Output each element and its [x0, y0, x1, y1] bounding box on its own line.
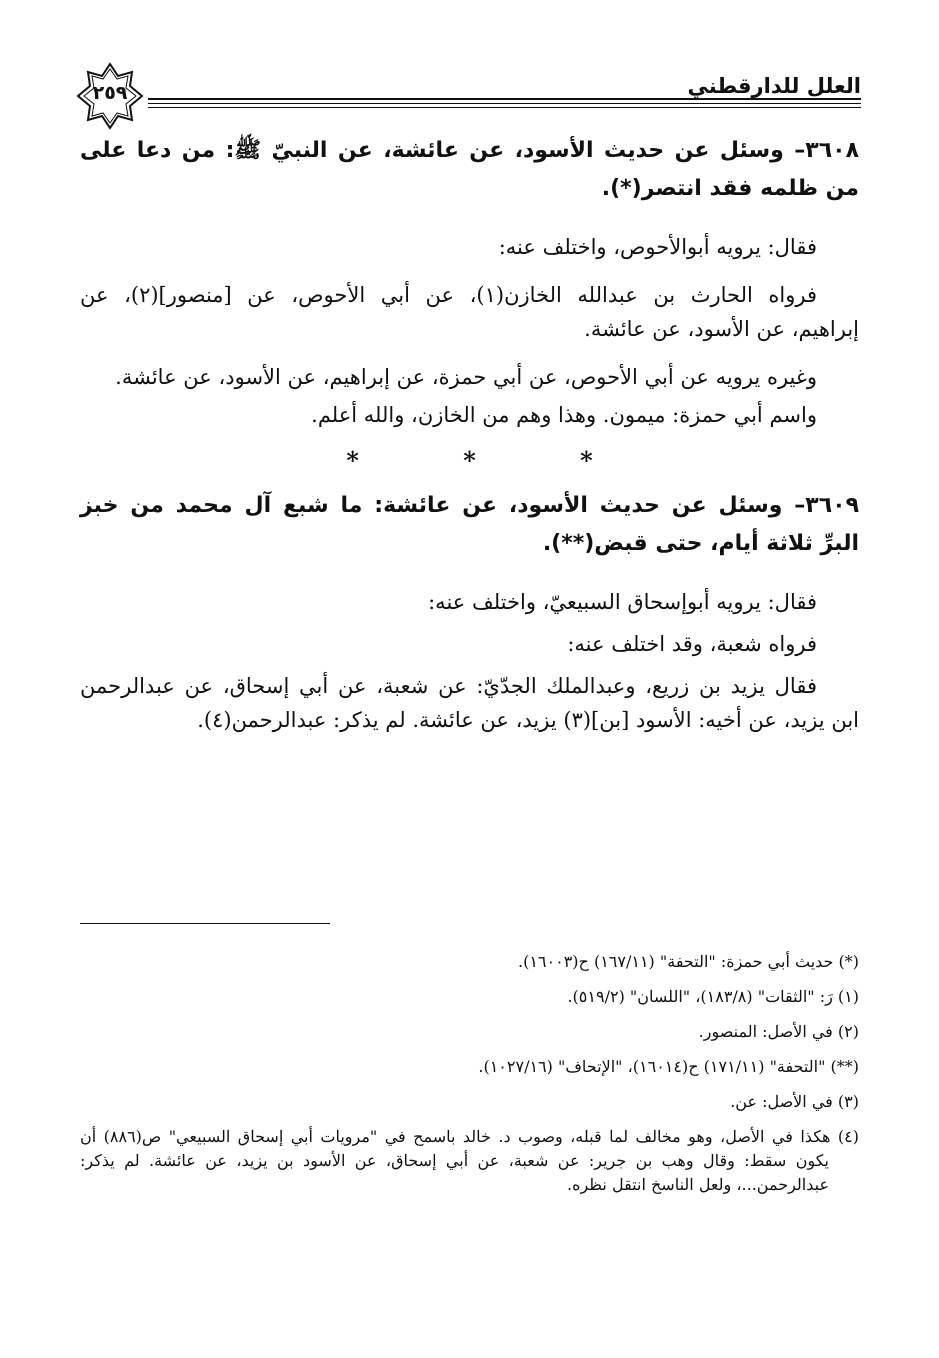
header-rule [148, 107, 861, 108]
entry-3608 [80, 132, 859, 208]
entry-heading-line: من ظلمه فقد انتصر(*). [601, 176, 859, 201]
paragraph [80, 627, 859, 661]
paragraph [80, 669, 859, 737]
entry-heading-line: ٣٦٠٩– وسئل عن حديث الأسود، عن عائشة: ما شبع آل محمد من خبز [80, 493, 859, 518]
paragraph-line: فرواه شعبة، وقد اختلف عنه: [567, 632, 817, 656]
paragraph-line: وغيره يرويه عن أبي الأحوص، عن أبي حمزة، عن إبراهيم، عن الأسود، عن عائشة. [115, 365, 817, 389]
footnote-separator [80, 923, 330, 924]
page-number: ٢٥٩ [92, 82, 128, 104]
paragraph [80, 278, 859, 346]
paragraph [80, 360, 859, 394]
footnote: (*) حديث أبي حمزة: "التحفة" (١٦٧/١١) ح(١٦٠٠٣). [517, 952, 859, 971]
running-title: العلل للدارقطني [687, 74, 861, 98]
page-header [70, 62, 861, 122]
header-rule [148, 103, 861, 104]
page-number-badge [76, 62, 144, 130]
entry-3609 [80, 487, 859, 563]
section-separator: * * * [346, 446, 641, 475]
footnote: (٢) في الأصل: المنصور. [698, 1022, 859, 1041]
footnote-line: (٤) هكذا في الأصل، وهو مخالف لما قبله، وصوب د. خالد باسمح في "مرويات أبي إسحاق السبيعي" ص(٨٨٦) أن [80, 1127, 859, 1146]
footnote-line: عبدالرحمن...، ولعل الناسخ انتقل نظره. [566, 1175, 829, 1194]
entry-heading-line: البرِّ ثلاثة أيام، حتى قبض(**). [542, 531, 859, 556]
paragraph-line: ابن يزيد، عن أخيه: الأسود [بن](٣) يزيد، عن عائشة. لم يذكر: عبدالرحمن(٤). [197, 708, 859, 732]
paragraph-line: إبراهيم، عن الأسود، عن عائشة. [584, 317, 859, 341]
paragraph-line: واسم أبي حمزة: ميمون. وهذا وهم من الخازن، والله أعلم. [311, 403, 817, 427]
paragraph-line: فقال يزيد بن زريع، وعبدالملك الجدّيّ: عن شعبة، عن أبي إسحاق، عن عبدالرحمن [80, 674, 817, 698]
footnote-4 [80, 1125, 859, 1197]
main-text [80, 132, 859, 751]
footnote-line: يكون سقط: وقال وهب بن جرير: عن شعبة، عن أبي إسحاق، عن الأسود بن يزيد، عن عائشة. لم يذكر: [80, 1151, 829, 1170]
footnote: (١) رَ: "الثقات" (١٨٣/٨)، "اللسان" (٥١٩/٢). [567, 987, 859, 1006]
footnote: (**) "التحفة" (١٧١/١١) ح(١٦٠١٤)، "الإتحاف" (١٠٢٧/١٦). [478, 1057, 859, 1076]
paragraph-line: فقال: يرويه أبوإسحاق السبيعيّ، واختلف عنه: [428, 590, 817, 614]
paragraph [80, 585, 859, 619]
entry-heading-line: ٣٦٠٨– وسئل عن حديث الأسود، عن عائشة، عن النبيّ ﷺ: من دعا على [80, 138, 859, 163]
paragraph [80, 230, 859, 264]
footnote: (٣) في الأصل: عن. [730, 1092, 859, 1111]
paragraph-line: فرواه الحارث بن عبدالله الخازن(١)، عن أبي الأحوص، عن [منصور](٢)، عن [80, 283, 818, 307]
paragraph-line: فقال: يرويه أبوالأحوص، واختلف عنه: [498, 235, 817, 259]
paragraph [80, 398, 859, 432]
header-rule [148, 98, 861, 100]
footnotes [80, 950, 859, 1197]
